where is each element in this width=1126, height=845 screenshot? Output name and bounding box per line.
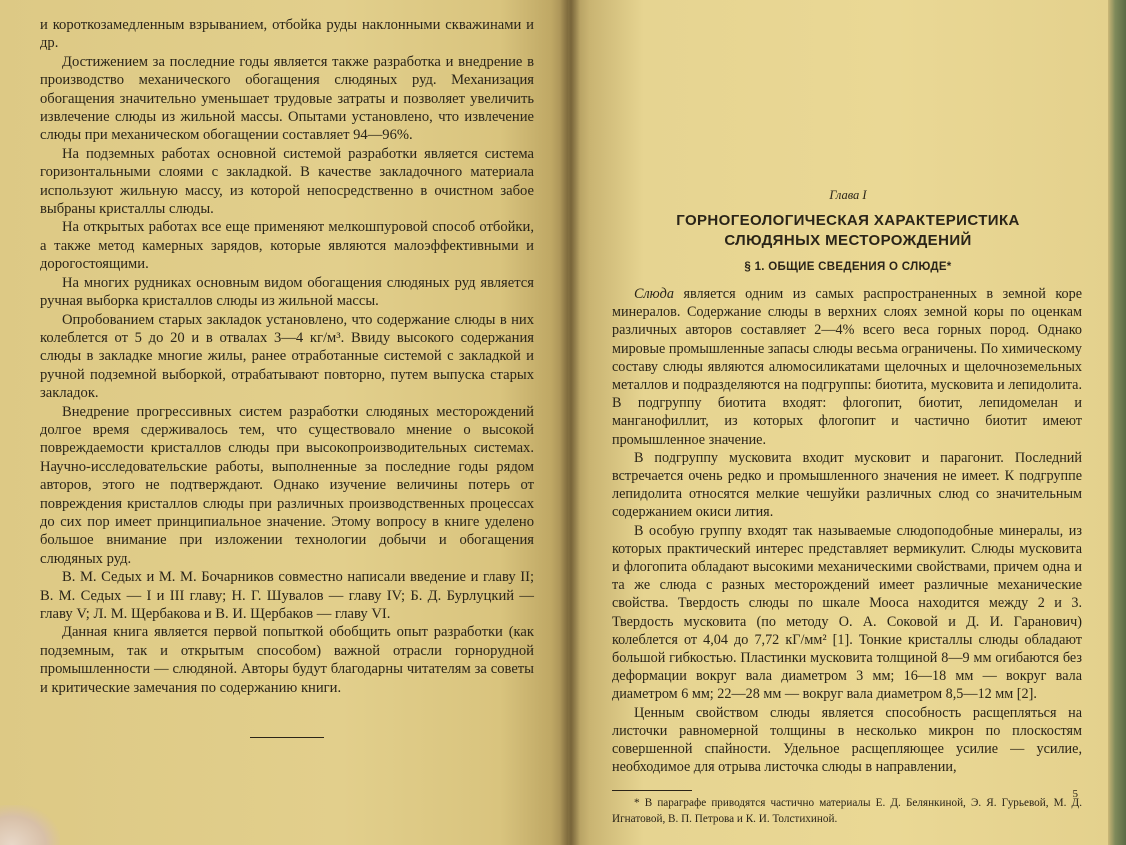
footnote-rule (612, 790, 692, 791)
paragraph: и короткозамедленным взрыванием, отбойка руды наклонными скважинами и др. (40, 17, 534, 52)
chapter-title-line: ГОРНОГЕОЛОГИЧЕСКАЯ ХАРАКТЕРИСТИКА (676, 212, 1020, 229)
footnote-text: * В параграфе приводятся частично материалы Е. Д. Белянкиной, Э. Я. Гурьевой, М. Д. Игнатовой, В. П. Петрова и К. И. Толстихиной. (612, 797, 1082, 826)
paragraph: На подземных работах основной системой разработки является система горизонтальными слоями с закладкой. В качестве закладочного материала используют жильную массу, из которой непосредственно в очистном забое выбраны кристаллы слюды. (40, 145, 534, 218)
paragraph: Ценным свойством слюды является способность расщепляться на листочки равномерной толщины в несколько микрон по плоскостям совершенной спайности. Удельное расщепляющее усилие — усилие, необходимое для отрыва листочка слюды в направлении, (612, 704, 1082, 776)
paragraph: В подгруппу мусковита входит мусковит и парагонит. Последний встречается очень редко и промышленного значения не имеет. К подгруппе лепидолита относятся мелкие чешуйки различных слюд со значительным содержанием окиси лития. (612, 449, 1082, 521)
chapter-title-line: СЛЮДЯНЫХ МЕСТОРОЖДЕНИЙ (724, 232, 972, 249)
chapter-title (612, 211, 1084, 251)
left-page-text (40, 16, 534, 697)
term-mica: Слюда (634, 286, 674, 302)
paragraph: Внедрение прогрессивных систем разработки слюдяных месторождений долгое время сдерживалось тем, что существовало мнение о высокой повреждаемости кристаллов слюды при высокопроизводительных системах. Научно-исследовательские работы, выполненные за последние годы рядом авторов, этого не подтверждают. Однако изучение величины потерь от повреждения кристаллов слюды при различных производственных процессах до сих пор имеет принципиальное значение. Этому вопросу в книге уделено большое внимание при изложении технологии добычи и обогащения слюдяных руд. (40, 403, 534, 567)
paragraph-text: является одним из самых распространенных в земной коре минералов. Содержание слюды в верхних слоях земной коры по оценкам различных авторов составляет 2—4% всего веса горных пород. Однако мировые промышленные запасы слюды весьма ограничены. По химическому составу слюды являются алюмосиликатами щелочных и щелочноземельных металлов и подразделяются на подгруппы: биотита, мусковита и лепидолита. В подгруппу биотита входят: флогопит, биотит, лепидомелан и манганофиллит, из которых флогопит и частично биотит имеют промышленное значение. (612, 286, 1082, 448)
finger (0, 805, 60, 845)
cover-edge (1108, 0, 1126, 845)
paragraph: В. М. Седых и М. М. Бочарников совместно написали введение и главу II; В. М. Седых — I и III главу; Н. Г. Шувалов — главу IV; Б. Д. Бурлуцкий — главу V; Л. М. Щербакова и В. И. Щербаков — главу VI. (40, 569, 534, 622)
right-page-text (612, 285, 1082, 827)
paragraph: Достижением за последние годы является также разработка и внедрение в производство механического обогащения слюдяных руд. Механизация обогащения значительно уменьшает трудовые затраты и позволяет увеличить извлечение слюды из жильной массы. Опытами установлено, что извлечение слюды при механическом обогащении составляет 94—96%. (40, 53, 534, 144)
paragraph: На открытых работах все еще применяют мелкошпуровой способ отбойки, а также метод камерных зарядов, которые являются малоэффективными и дорогостоящими. (40, 219, 534, 273)
paragraph (612, 285, 1082, 449)
end-rule (250, 737, 324, 738)
footnote (612, 795, 1082, 827)
page-number: 5 (1072, 788, 1078, 800)
section-title: § 1. ОБЩИЕ СВЕДЕНИЯ О СЛЮДЕ* (744, 261, 952, 273)
paragraph: Данная книга является первой попыткой обобщить опыт разработки (как подземным, так и открытым способом) важной отрасли горнорудной промышленности — слюдяной. Авторы будут благодарны читателям за советы и критические замечания по содержанию книги. (40, 624, 534, 696)
chapter-label: Глава I (829, 188, 867, 202)
right-page (568, 0, 1108, 845)
paragraph: Опробованием старых закладок установлено, что содержание слюды в них колеблется от 5 до 20 и в отвалах 3—4 кг/м³. Ввиду высокого содержания слюды в закладке многие жилы, ранее отработанные системой с закладкой и ручной подземной выборкой, отрабатывают повторно, путем выпуска старых закладок. (40, 311, 534, 402)
paragraph: На многих рудниках основным видом обогащения слюдяных руд является ручная выборка кристаллов слюды из жильной массы. (40, 274, 534, 310)
paragraph: В особую группу входят так называемые слюдоподобные минералы, из которых практический интерес представляет вермикулит. Слюды мусковита и флогопита обладают высокими механическими свойствами, причем одна и та же слюда с разных месторождений имеет различные механические свойства. Твердость слюды по шкале Мооса находится между 2 и 3. Твердость мусковита (по методу О. А. Соковой и Д. И. Гаранович) колеблется от 4,04 до 7,72 кГ/мм² [1]. Тонкие кристаллы слюды обладают большой гибкостью. Пластинки мусковита толщиной 8—9 мм огибаются без деформации вокруг вала диаметром 3 мм; 16—18 мм — вокруг вала диаметром 6 мм; 22—28 мм — вокруг вала диаметром 8,5—12 мм [2]. (612, 522, 1082, 703)
